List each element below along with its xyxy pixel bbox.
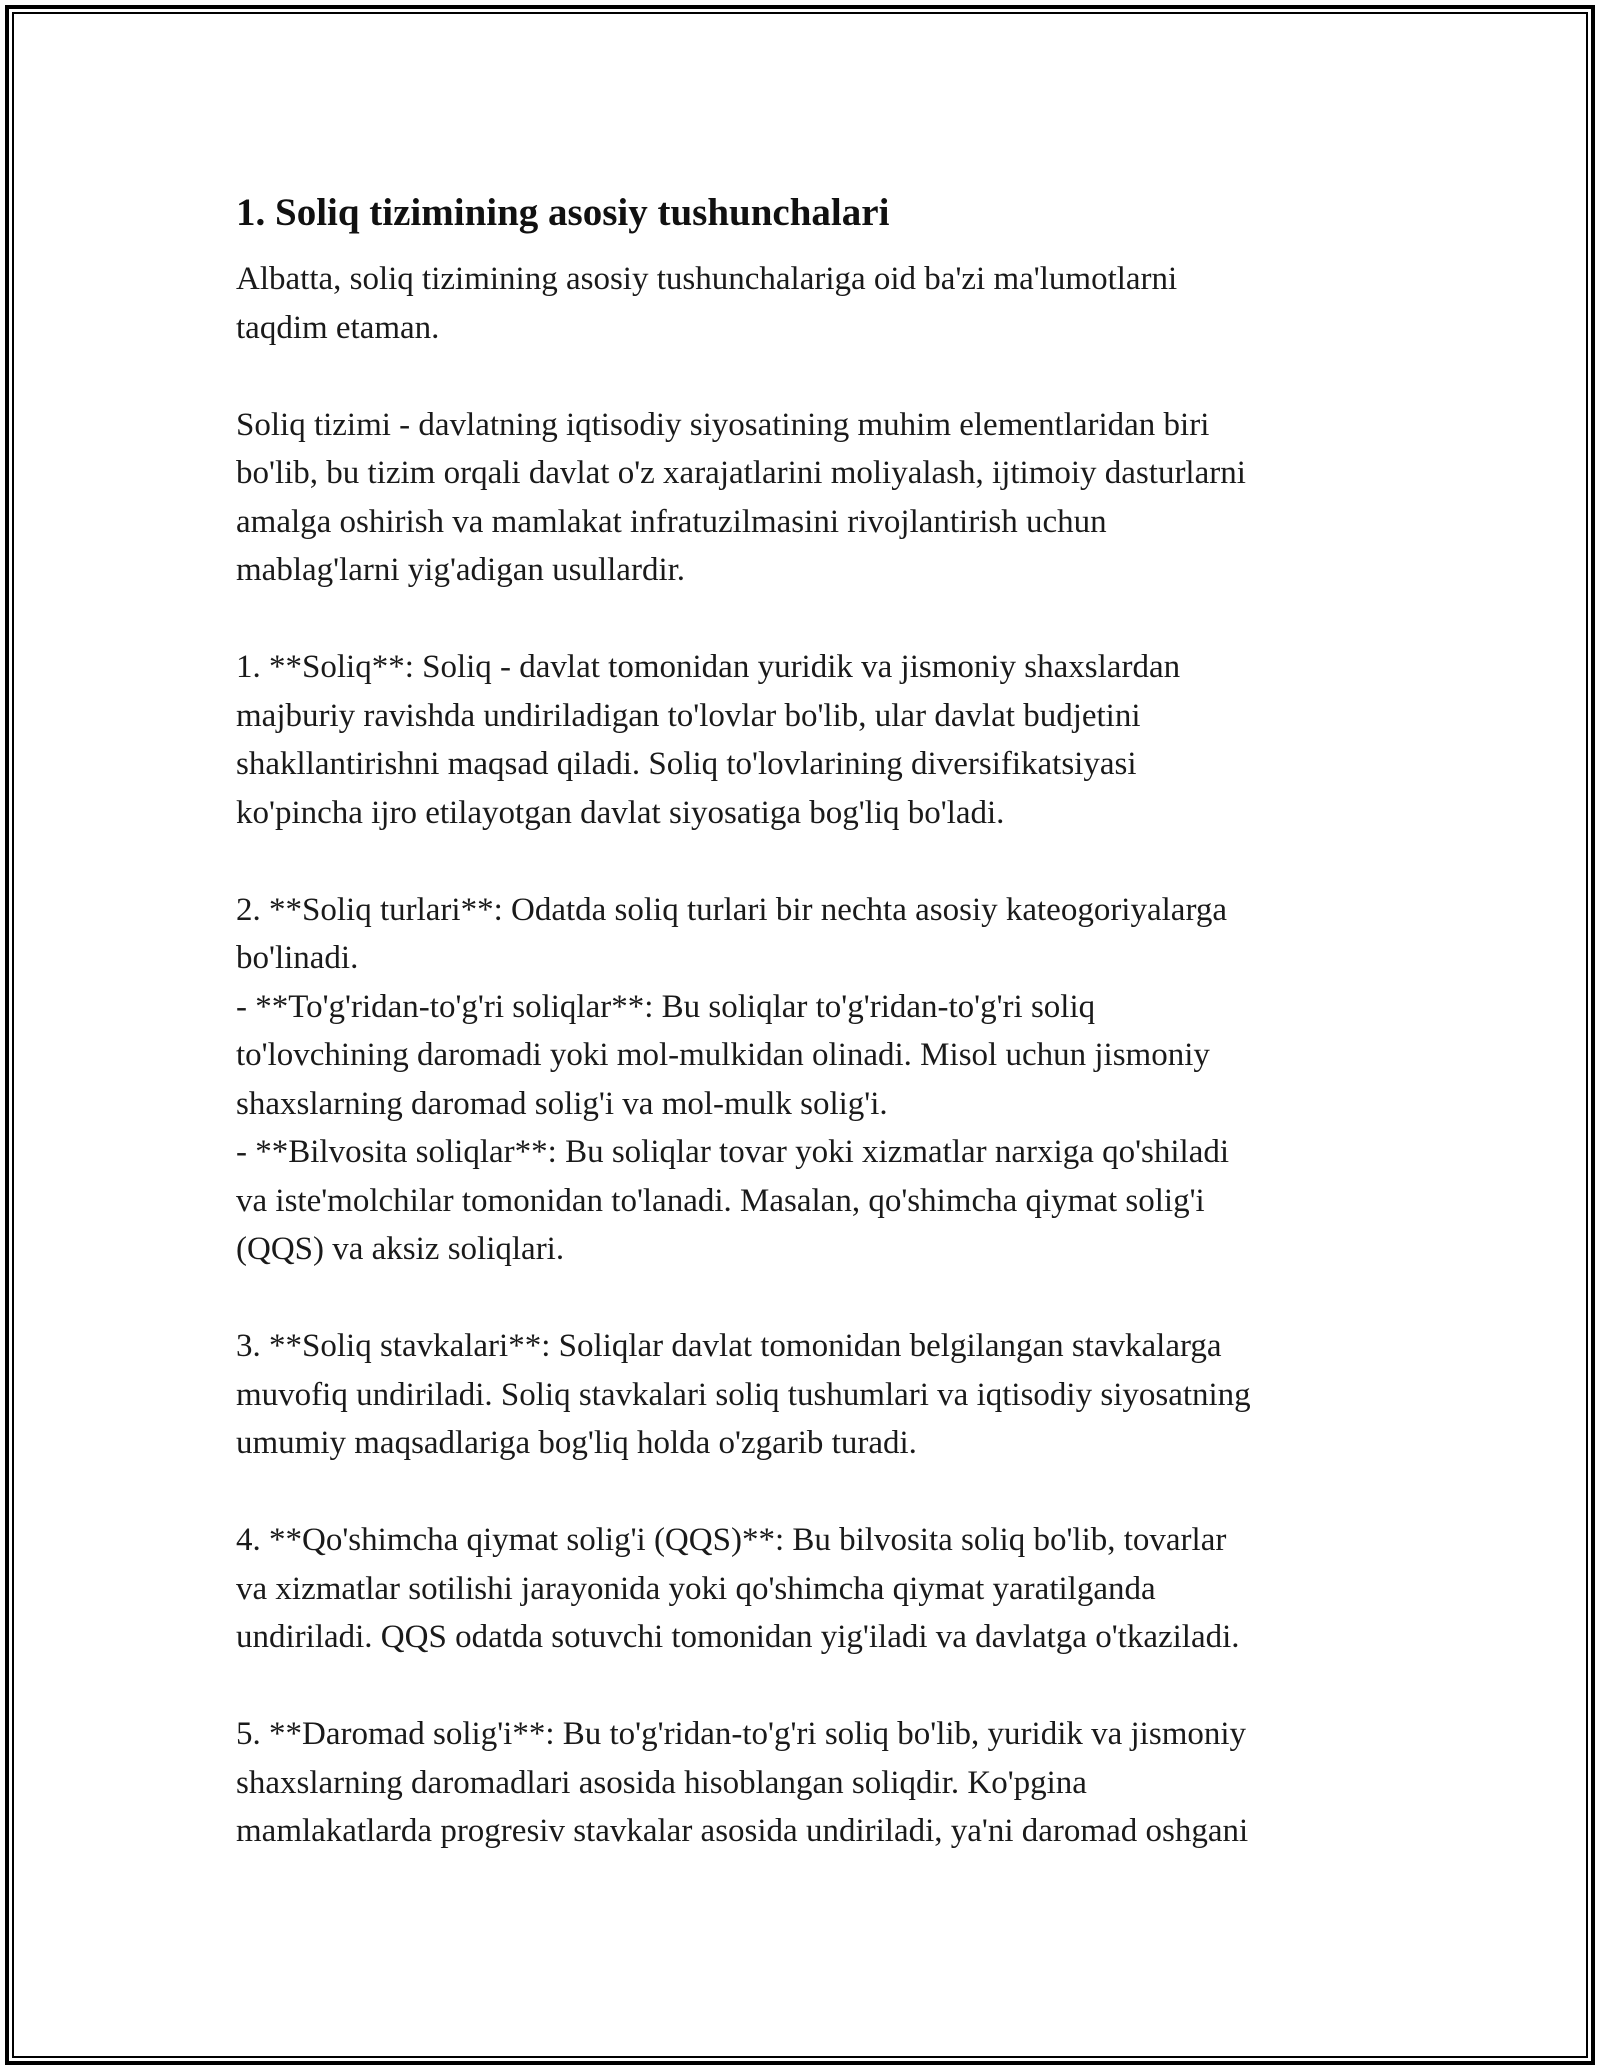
list-item-soliq-stavkalari: 3. **Soliq stavkalari**: Soliqlar davlat tomonidan belgilangan stavkalarga muvofiq undiriladi. Soliq stavkalari soliq tushumlari va iqtisodiy siyosatning umumiy maqsadlariga bog'liq holda o'zgarib turadi. [236, 1328, 1251, 1461]
list-item-qqs: 4. **Qo'shimcha qiymat solig'i (QQS)**: Bu bilvosita soliq bo'lib, tovarlar va xizmatlar sotilishi jarayonida yoki qo'shimcha qiymat yaratilganda undiriladi. QQS odatda sotuvchi tomonidan yig'iladi va davlatga o'tkaziladi. [236, 1522, 1240, 1655]
document-page [236, 185, 1396, 1856]
list-item-soliq-turlari: 2. **Soliq turlari**: Odatda soliq turlari bir nechta asosiy kateogoriyalarga bo'linadi. - **To'g'ridan-to'g'ri soliqlar**: Bu soliqlar to'g'ridan-to'g'ri soliq to'lovchining daromadi yoki mol-mulkidan olinadi. Misol uchun jismoniy shaxslarning daromad solig'i va mol-mulk solig'i. - **Bilvosita soliqlar**: Bu soliqlar tovar yoki xizmatlar narxiga qo'shiladi va iste'molchilar tomonidan to'lanadi. Masalan, qo'shimcha qiymat solig'i (QQS) va aksiz soliqlari. [236, 891, 1230, 1267]
blank-line [236, 1274, 1396, 1323]
blank-line [236, 1468, 1396, 1517]
blank-line [236, 352, 1396, 401]
list-item-daromad-soligi: 5. **Daromad solig'i**: Bu to'g'ridan-to'g'ri soliq bo'lib, yuridik va jismoniy shaxslarning daromadlari asosida hisoblangan soliqdir. Ko'pgina mamlakatlarda progresiv stavkalar asosida undiriladi, ya'ni daromad oshgani [236, 1716, 1249, 1849]
blank-line [236, 1662, 1396, 1711]
blank-line [236, 595, 1396, 644]
page-title: 1. Soliq tizimining asosiy tushunchalari [236, 191, 890, 234]
intro-paragraph: Albatta, soliq tizimining asosiy tushunchalariga oid ba'zi ma'lumotlarni taqdim etaman. [236, 261, 1178, 346]
list-item-soliq: 1. **Soliq**: Soliq - davlat tomonidan yuridik va jismoniy shaxslardan majburiy ravishda undiriladigan to'lovlar bo'lib, ular davlat budjetini shakllantirishni maqsad qiladi. Soliq to'lovlarining diversifikatsiyasi ko'pincha ijro etilayotgan davlat siyosatiga bog'liq bo'ladi. [236, 649, 1181, 831]
blank-line [236, 837, 1396, 886]
tax-system-paragraph: Soliq tizimi - davlatning iqtisodiy siyosatining muhim elementlaridan biri bo'lib, bu tizim orqali davlat o'z xarajatlarini moliyalash, ijtimoiy dasturlarni amalga oshirish va mamlakat infratuzilmasini rivojlantirish uchun mablag'larni yig'adigan usullardir. [236, 406, 1246, 588]
